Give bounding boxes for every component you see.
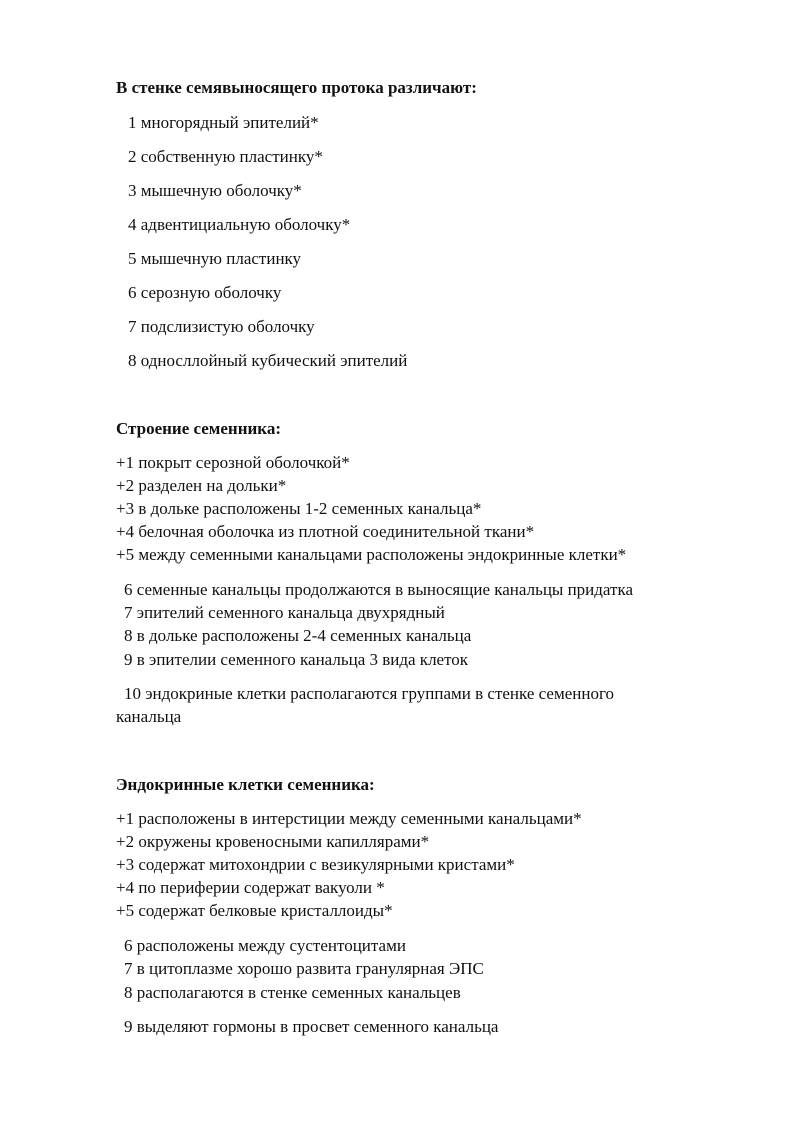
section1-item: 8 односллойный кубический эпителий [128,351,408,370]
section3-heading: Эндокринные клетки семенника: [116,775,375,794]
section2-item: 7 эпителий семенного канальца двухрядный [124,603,445,622]
section3-item: 7 в цитоплазме хорошо развита гранулярная ЭПС [124,959,484,978]
section2-item: 9 в эпителии семенного канальца 3 вида клеток [124,650,469,669]
section2-item: +5 между семенными канальцами расположены эндокринные клетки* [116,545,627,564]
section2-item: 10 эндокриные клетки располагаются группами в стенке семенного [124,684,614,703]
section1-item: 4 адвентициальную оболочку* [128,215,351,234]
section2-item: +4 белочная оболочка из плотной соединительной ткани* [116,522,535,541]
section1-item: 5 мышечную пластинку [128,249,302,268]
section3-item: +2 окружены кровеносными капиллярами* [116,832,430,851]
section1-item: 3 мышечную оболочку* [128,181,302,200]
section1-heading: В стенке семявыносящего протока различают: [116,78,477,97]
section2-item: 8 в дольке расположены 2-4 семенных канальца [124,626,472,645]
section1-item: 1 многорядный эпителий* [128,113,319,132]
section3-item: +1 расположены в интерстиции между семенными канальцами* [116,809,582,828]
section3-item: +5 содержат белковые кристаллоиды* [116,901,393,920]
section2-heading: Строение семенника: [116,419,282,438]
section3-item: 8 располагаются в стенке семенных канальцев [124,983,461,1002]
section1-item: 6 серозную оболочку [128,283,282,302]
section3-item: +3 содержат митохондрии с везикулярными кристами* [116,855,515,874]
section2-item: канальца [116,707,182,726]
section2-item: +2 разделен на дольки* [116,476,287,495]
section2-item: +1 покрыт серозной оболочкой* [116,453,350,472]
section3-item: 6 расположены между сустентоцитами [124,936,406,955]
section3-item: +4 по периферии содержат вакуоли * [116,878,385,897]
section1-item: 7 подслизистую оболочку [128,317,315,336]
section2-item: +3 в дольке расположены 1-2 семенных канальца* [116,499,482,518]
section1-item: 2 собственную пластинку* [128,147,323,166]
section2-item: 6 семенные канальцы продолжаются в выносящие канальцы придатка [124,580,634,599]
section3-item: 9 выделяют гормоны в просвет семенного канальца [124,1017,499,1036]
